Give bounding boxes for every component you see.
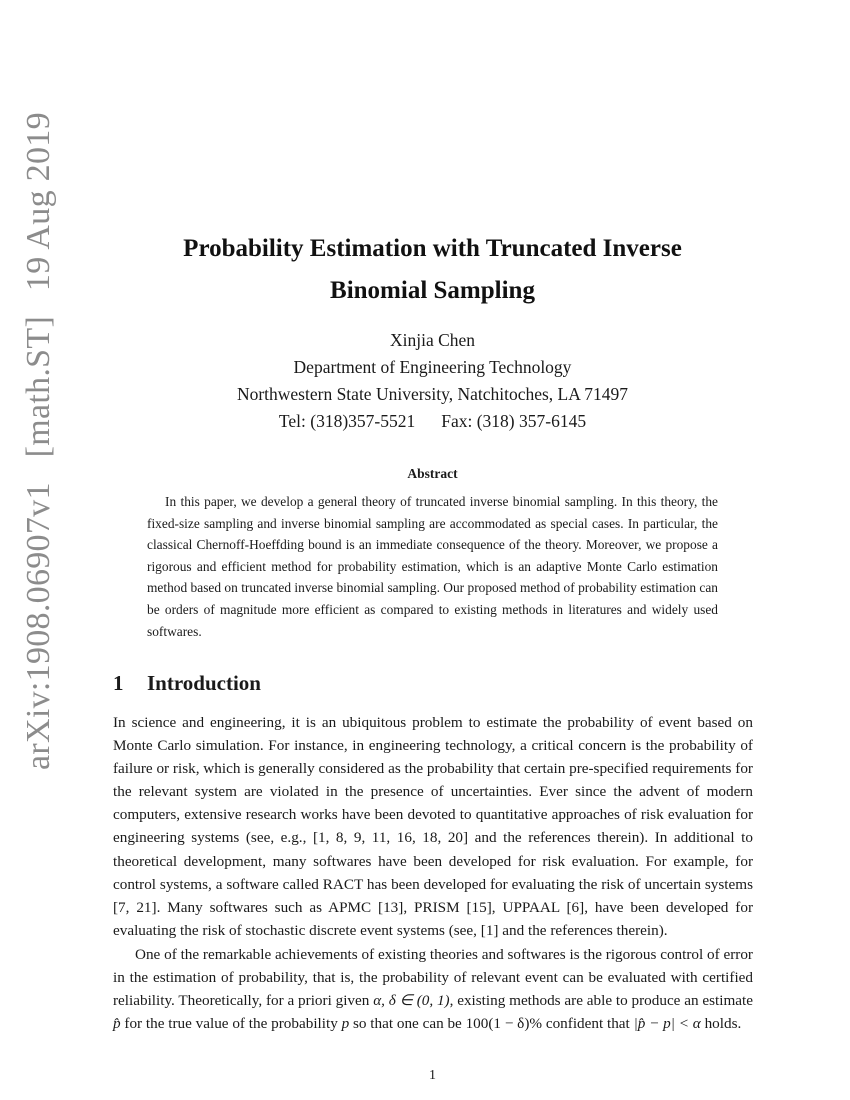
math-error-bound: |p̂ − p| < α	[633, 1015, 701, 1033]
section-number: 1	[113, 671, 124, 695]
arxiv-stamp	[20, 96, 58, 770]
author-contact	[120, 408, 745, 435]
title-line-1: Probability Estimation with Truncated Inverse	[183, 235, 682, 262]
para2-text-5: holds.	[700, 1015, 742, 1033]
arxiv-id: arXiv:1908.06907v1	[20, 482, 57, 770]
author-institution: Northwestern State University, Natchitoches, LA 71497	[236, 384, 629, 404]
arxiv-date: 19 Aug 2019	[20, 112, 57, 292]
intro-paragraph-1: In science and engineering, it is an ubiquitous problem to estimate the probability of event based on Monte Carlo simulation. For instance, in engineering technology, a critical concern is the probability of failure or risk, which is generally considered as the probability that certain pre-specified requirements for the relevant system are violated in the presence of uncertainties. Ever since the advent of modern computers, extensive research works have been devoted to quantitative approaches of risk evaluation for engineering systems (see, e.g., [1, 8, 9, 11, 16, 18, 20] and the references therein). In additional to theoretical development, many softwares have been developed for risk evaluation. For example, for control systems, a software called RACT has been developed for evaluating the risk of uncertain systems [7, 21]. Many softwares such as APMC [13], PRISM [15], UPPAAL [6], have been developed for evaluating the risk of stochastic discrete event systems (see, [1] and the references therein).	[113, 714, 753, 939]
para2-text-3: for the true value of the probability	[120, 1015, 342, 1033]
arxiv-category: [math.ST]	[20, 315, 57, 458]
author-fax: Fax: (318) 357-6145	[441, 411, 587, 431]
author-name: Xinjia Chen	[389, 330, 476, 350]
page-number: 1	[429, 1068, 436, 1083]
author-block	[120, 327, 745, 435]
intro-paragraph-2	[113, 943, 753, 1035]
para2-text-4: so that one can be 100(1 − δ)% confident that	[349, 1015, 634, 1033]
math-p-hat: p̂	[113, 1015, 121, 1033]
author-department: Department of Engineering Technology	[293, 357, 572, 377]
author-tel: Tel: (318)357-5521	[278, 411, 416, 431]
abstract-heading: Abstract	[407, 466, 458, 481]
abstract-text: In this paper, we develop a general theory of truncated inverse binomial sampling. In this theory, the fixed-size sampling and inverse binomial sampling are accommodated as special cases. In particular, the classical Chernoff-Hoeffding bound is an immediate consequence of the theory. Moreover, we propose a rigorous and efficient method for probability estimation, which is an adaptive Monte Carlo estimation method based on truncated inverse binomial sampling. Our proposed method of probability estimation can be orders of magnitude more efficient as compared to existing methods in literatures and widely used softwares.	[147, 494, 718, 639]
para2-text-2: , existing methods are able to produce an estimate	[449, 992, 753, 1010]
math-alpha-delta: α, δ ∈ (0, 1)	[373, 992, 450, 1010]
title-line-2: Binomial Sampling	[330, 277, 535, 304]
section-title: Introduction	[147, 671, 261, 695]
para2-text-1: One of the remarkable achievements of existing theories and softwares is the rigorous control of error in the estimation of probability, that is, the probability of relevant event can be evaluated with certified reliability. Theoretically, for a priori given	[113, 946, 753, 1010]
math-p: p	[341, 1015, 350, 1033]
section-heading-introduction	[113, 671, 261, 696]
paper-title	[120, 228, 745, 312]
